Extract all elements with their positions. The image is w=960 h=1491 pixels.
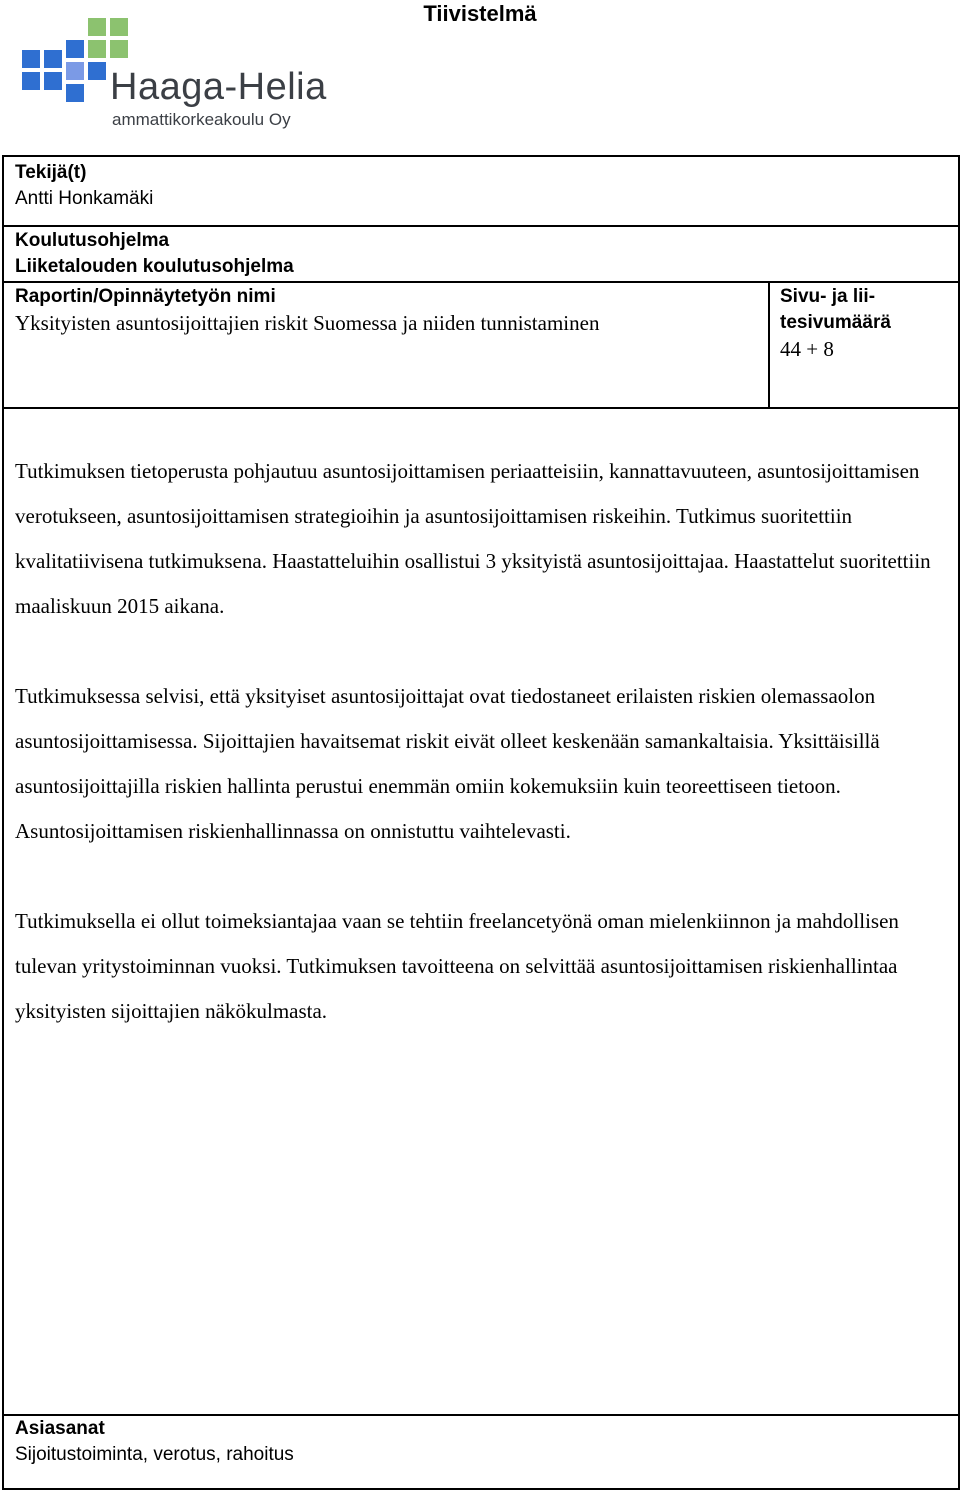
column-divider <box>768 281 770 409</box>
logo-square <box>88 18 106 36</box>
pages-value: 44 + 8 <box>780 337 834 361</box>
keywords-value: Sijoitustoiminta, verotus, rahoitus <box>15 1444 294 1465</box>
keywords-section <box>15 1416 945 1468</box>
abstract-body <box>15 449 945 1079</box>
author-label: Tekijä(t) <box>15 162 87 183</box>
author-value: Antti Honkamäki <box>15 188 154 209</box>
abstract-form <box>2 155 960 1490</box>
logo-square <box>22 50 40 68</box>
report-label: Raportin/Opinnäytetyön nimi <box>15 286 276 307</box>
abstract-paragraph: Tutkimuksessa selvisi, että yksityiset asuntosijoittajat ovat tiedostaneet erilaisten riskien olemassaolon asuntosijoittamisessa. Sijoittajien havaitsemat riskit eivät olleet keskenään samankaltaisia. Yksittäisillä asuntosijoittajilla riskien hallinta perustui enemmän omiin kokemuksiin kuin teoreettiseen tietoon. Asuntosijoittamisen riskienhallinnassa on onnistuttu vaihtelevasti. <box>15 684 880 843</box>
program-label: Koulutusohjelma <box>15 230 170 251</box>
program-value: Liiketalouden koulutusohjelma <box>15 256 294 277</box>
abstract-paragraph: Tutkimuksella ei ollut toimeksiantajaa vaan se tehtiin freelancetyönä oman mielenkiinnon ja mahdollisen tulevan yritystoiminnan vuoksi. Tutkimuksen tavoitteena on selvittää asuntosijoittamisen riskienhallintaa yksityisten sijoittajien näkökulmasta. <box>15 909 899 1023</box>
row-divider <box>4 281 958 283</box>
author-section <box>15 160 755 212</box>
page-title: Tiivistelmä <box>423 1 537 26</box>
logo-square <box>88 62 106 80</box>
program-section <box>15 228 755 280</box>
logo-square <box>88 40 106 58</box>
logo-square <box>110 18 128 36</box>
logo-square <box>66 40 84 58</box>
report-section <box>15 284 760 336</box>
report-title: Yksityisten asuntosijoittajien riskit Suomessa ja niiden tunnistaminen <box>15 311 600 335</box>
logo-square <box>44 72 62 90</box>
logo-square <box>22 72 40 90</box>
logo-name: Haaga-Helia <box>110 66 327 108</box>
row-divider <box>4 225 958 227</box>
abstract-paragraph: Tutkimuksen tietoperusta pohjautuu asuntosijoittamisen periaatteisiin, kannattavuuteen, asuntosijoittamisen verotukseen, asuntosijoittamisen strategioihin ja asuntosijoittamisen riskeihin. Tutkimus suoritettiin kvalitatiivisena tutkimuksena. Haastatteluihin osallistui 3 yksityistä asuntosijoittajaa. Haastattelut suoritettiin maaliskuun 2015 aikana. <box>15 459 931 618</box>
logo-square <box>110 40 128 58</box>
haaga-helia-logo <box>20 12 327 137</box>
logo-square <box>66 62 84 80</box>
logo-subtitle: ammattikorkeakoulu Oy <box>112 110 291 129</box>
keywords-label: Asiasanat <box>15 1418 105 1439</box>
row-divider <box>4 407 958 409</box>
pages-section <box>780 284 950 362</box>
pages-label: Sivu- ja lii- <box>780 286 876 307</box>
pages-label: tesivumäärä <box>780 312 891 333</box>
logo-square <box>44 50 62 68</box>
logo-square <box>66 84 84 102</box>
